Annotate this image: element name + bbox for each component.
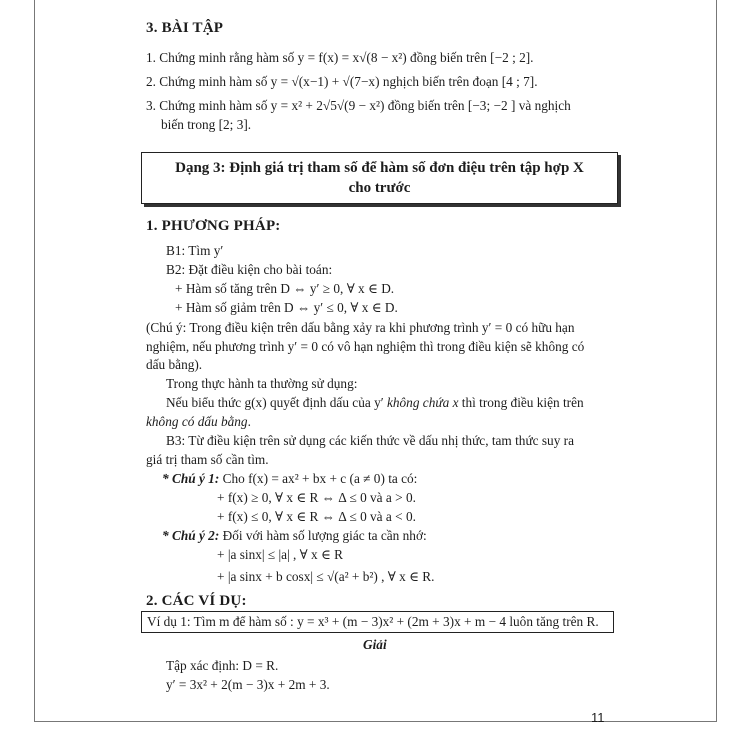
- note-2: [162, 527, 427, 544]
- step-b3-line2: giá trị tham số cần tìm.: [146, 452, 269, 467]
- note-1-text: Cho f(x) = ax² + bx + c (a ≠ 0) ta có:: [219, 471, 418, 486]
- domain-statement: Tập xác định: D = R.: [166, 658, 279, 673]
- note-line2: nghiệm, nếu phương trình y′ = 0 có vô hạn nghiệm thì trong điều kiện sẽ không có: [146, 339, 585, 354]
- note-2-formula-b: + |a sinx + b cosx| ≤ √(a² + b²) , ∀ x ∈ R.: [217, 569, 435, 584]
- solution-heading: Giải: [363, 637, 387, 652]
- note-1-case-b: + f(x) ≤ 0, ∀ x ∈ R ⇔ Δ ≤ 0 và a < 0.: [217, 509, 416, 524]
- dang-3-title-line1: Dạng 3: Định giá trị tham số để hàm số đơn điệu trên tập hợp X: [175, 160, 584, 176]
- dang-3-title-line2: cho trước: [348, 180, 411, 196]
- exercise-1: 1. Chứng minh rằng hàm số y = f(x) = x√(8 − x²) đồng biến trên [−2 ; 2].: [146, 50, 534, 65]
- step-b3-line1: B3: Từ điều kiện trên sử dụng các kiến thức về dấu nhị thức, tam thức suy ra: [166, 433, 575, 448]
- exercise-3-line1: 3. Chứng minh hàm số y = x² + 2√5√(9 − x²) đồng biến trên [−3; −2 ] và nghịch: [146, 98, 571, 113]
- note-2-label: * Chú ý 2:: [162, 528, 220, 543]
- examples-title: 2. CÁC VÍ DỤ:: [146, 593, 247, 609]
- practice-line1: Trong thực hành ta thường sử dụng:: [166, 376, 358, 391]
- practice-line2-c: thì trong điều kiện trên: [458, 395, 584, 410]
- note-1-label: * Chú ý 1:: [162, 471, 220, 486]
- practice-line2: [166, 394, 584, 411]
- note-1-case-a: + f(x) ≥ 0, ∀ x ∈ R ⇔ Δ ≤ 0 và a > 0.: [217, 490, 416, 505]
- section-title-bai-tap: 3. BÀI TẬP: [146, 20, 224, 36]
- step-b2: B2: Đặt điều kiện cho bài toán:: [166, 262, 333, 277]
- practice-line2-italic: không chứa x: [386, 395, 459, 410]
- method-title: 1. PHƯƠNG PHÁP:: [146, 218, 281, 234]
- example-1-text: Ví dụ 1: Tìm m để hàm số : y = x³ + (m − 3)x² + (2m + 3)x + m − 4 luôn tăng trên R.: [147, 614, 599, 629]
- step-b1: B1: Tìm y′: [166, 243, 224, 258]
- dang-3-title-box: [141, 152, 618, 204]
- exercise-2: 2. Chứng minh hàm số y = √(x−1) + √(7−x) nghịch biến trên đoạn [4 ; 7].: [146, 74, 538, 89]
- practice-line3-end: .: [247, 414, 251, 429]
- page-number: 11: [591, 710, 605, 725]
- practice-line3-italic: không có dấu bằng: [146, 414, 248, 429]
- practice-line2-a: Nếu biểu thức g(x) quyết định dấu của y′: [166, 395, 387, 410]
- note-1: [162, 470, 417, 487]
- note-line3: dấu bằng).: [146, 357, 203, 372]
- note-line1: (Chú ý: Trong điều kiện trên dấu bằng xảy ra khi phương trình y′ = 0 có hữu hạn: [146, 320, 575, 335]
- condition-decreasing: + Hàm số giảm trên D ⇔ y′ ≤ 0, ∀ x ∈ D.: [175, 300, 398, 315]
- condition-increasing: + Hàm số tăng trên D ⇔ y′ ≥ 0, ∀ x ∈ D.: [175, 281, 395, 296]
- example-1-box: [141, 611, 614, 633]
- practice-line3: [146, 413, 251, 430]
- note-2-formula-a: + |a sinx| ≤ |a| , ∀ x ∈ R: [217, 547, 344, 562]
- exercise-3-line2: biến trong [2; 3].: [161, 117, 252, 132]
- note-2-text: Đối với hàm số lượng giác ta cần nhớ:: [219, 528, 427, 543]
- derivative-statement: y′ = 3x² + 2(m − 3)x + 2m + 3.: [166, 677, 330, 692]
